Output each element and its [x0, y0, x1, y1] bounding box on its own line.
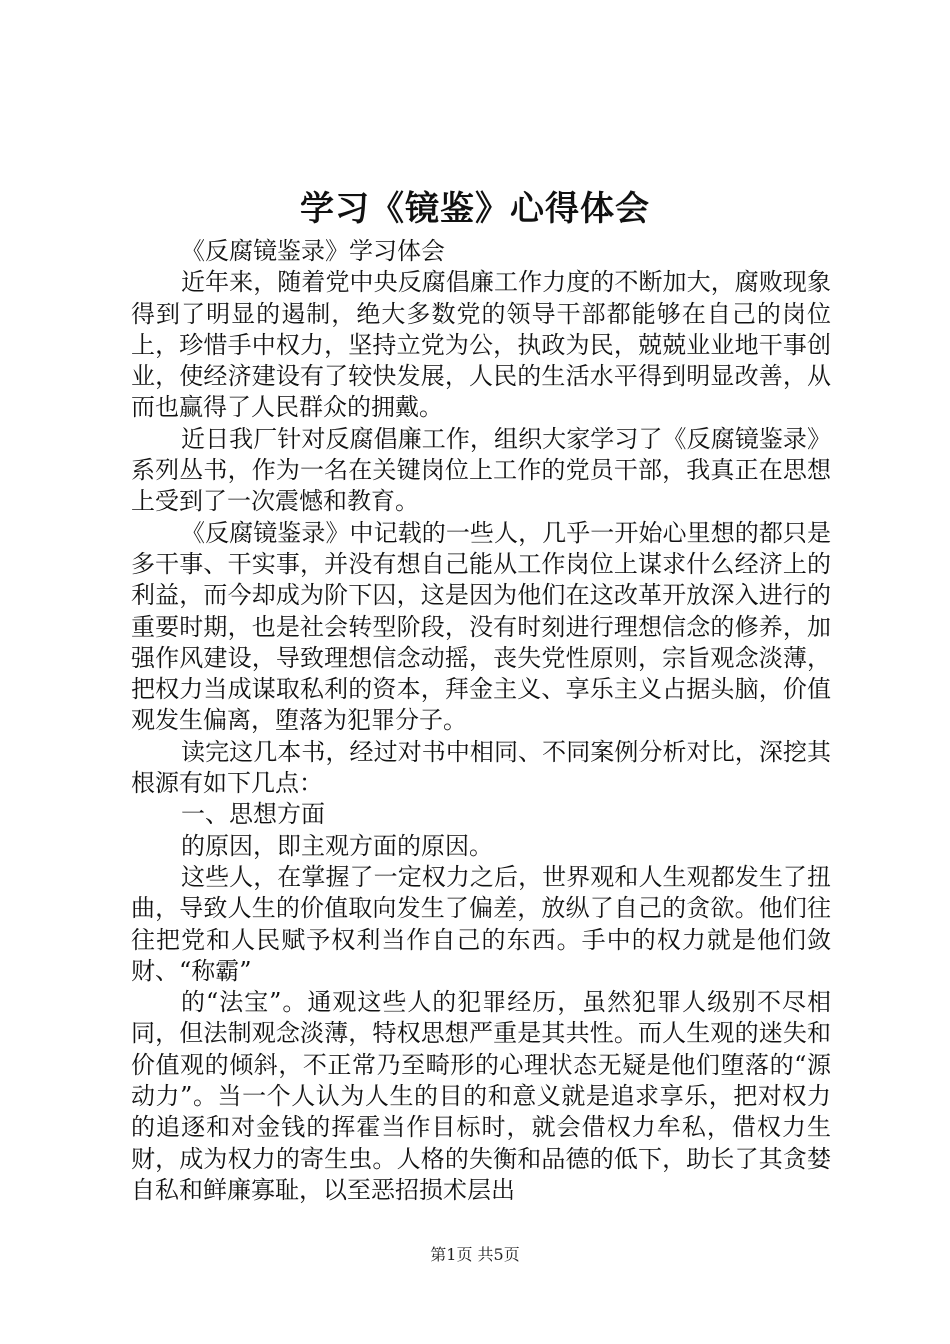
- paragraph: 的“法宝”。通观这些人的犯罪经历，虽然犯罪人级别不尽相同，但法制观念淡薄，特权思想严重是其共性。而人生观的迷失和价值观的倾斜，不正常乃至畸形的心理状态无疑是他们堕落的“源动力”。当一个人认为人生的目的和意义就是追求享乐，把对权力的追逐和对金钱的挥霍当作目标时，就会借权力牟私，借权力生财，成为权力的寄生虫。人格的失衡和品德的低下，助长了其贪婪自私和鲜廉寡耻，以至恶招损术层出: [131, 988, 831, 1204]
- paragraph: 读完这几本书，经过对书中相同、不同案例分析对比，深挖其根源有如下几点：: [131, 737, 831, 798]
- document-title: 学习《镜鉴》心得体会: [300, 189, 650, 229]
- paragraph-subtitle: 《反腐镜鉴录》学习体会: [181, 237, 445, 265]
- page-number-footer: 第1页 共5页: [430, 1245, 520, 1264]
- paragraph: 近日我厂针对反腐倡廉工作，组织大家学习了《反腐镜鉴录》系列丛书，作为一名在关键岗位上工作的党员干部，我真正在思想上受到了一次震憾和教育。: [131, 424, 831, 516]
- paragraph: 近年来，随着党中央反腐倡廉工作力度的不断加大，腐败现象得到了明显的遏制，绝大多数党的领导干部都能够在自己的岗位上，珍惜手中权力，坚持立党为公，执政为民，兢兢业业地干事创业，使经济建设有了较快发展，人民的生活水平得到明显改善，从而也赢得了人民群众的拥戴。: [131, 268, 831, 422]
- paragraph: 这些人，在掌握了一定权力之后，世界观和人生观都发生了扭曲，导致人生的价值取向发生了偏差，放纵了自己的贪欲。他们往往把党和人民赋予权利当作自己的东西。手中的权力就是他们敛财、“称霸”: [131, 862, 831, 985]
- paragraph: 《反腐镜鉴录》中记载的一些人，几乎一开始心里想的都只是多干事、干实事，并没有想自己能从工作岗位上谋求什么经济上的利益，而今却成为阶下囚，这是因为他们在这改革开放深入进行的重要时期，也是社会转型阶段，没有时刻进行理想信念的修养，加强作风建设，导致理想信念动摇，丧失党性原则，宗旨观念淡薄，把权力当成谋取私利的资本，拜金主义、享乐主义占据头脑，价值观发生偏离，堕落为犯罪分子。: [131, 518, 831, 735]
- document-body: [131, 236, 831, 1206]
- section-heading: 一、思想方面: [181, 800, 325, 829]
- paragraph: 的原因，即主观方面的原因。: [181, 831, 493, 860]
